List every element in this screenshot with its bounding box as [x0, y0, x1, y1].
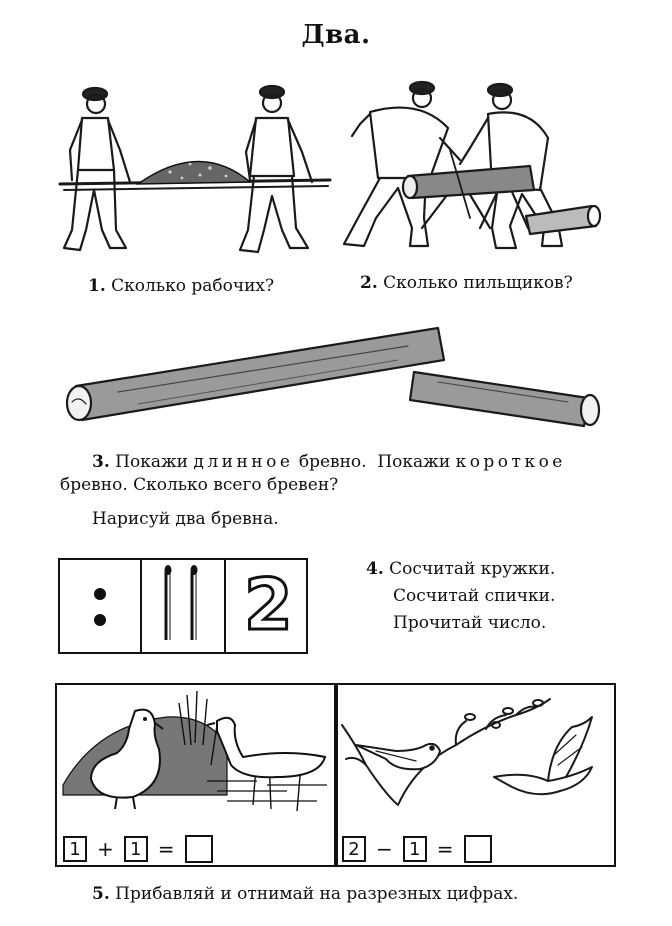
dots-cell [60, 560, 142, 652]
question-4-number: 4. [366, 559, 384, 579]
equals-sign: = [436, 837, 454, 861]
number-card [58, 558, 308, 654]
question-3-word-show: Покажи [115, 452, 188, 472]
question-2-text: Сколько пильщиков? [383, 273, 573, 293]
page-title: Два. [301, 20, 371, 50]
question-3-number: 3. [92, 452, 110, 472]
addition-panel [55, 683, 338, 867]
workers-illustration [50, 80, 340, 265]
question-1-number: 1. [88, 276, 106, 296]
geese-illustration [57, 685, 336, 825]
birds-illustration [336, 685, 614, 825]
matches-cell [142, 560, 226, 652]
question-5 [92, 884, 518, 904]
subtraction-panel [334, 683, 616, 867]
equals-sign: = [157, 837, 175, 861]
question-4-line-1: Сосчитай кружки. [389, 559, 556, 579]
difference-empty-tile[interactable] [464, 835, 492, 863]
subtrahend-tile[interactable]: 1 [403, 836, 427, 862]
digit-cell [226, 560, 306, 652]
question-3-word-log-show: бревно. Покажи [298, 452, 451, 472]
question-1 [88, 276, 274, 296]
question-3-word-short: короткое [455, 452, 566, 472]
question-2-number: 2. [360, 273, 378, 293]
addend-2-tile[interactable]: 1 [124, 836, 148, 862]
dots-icon [60, 560, 140, 652]
logs-illustration [58, 320, 608, 435]
question-4 [366, 556, 555, 637]
question-3-line-2: бревно. Сколько всего бревен? [60, 475, 339, 495]
card-digit: 2 [244, 564, 293, 646]
question-5-text: Прибавляй и отнимай на разрезных цифрах. [115, 884, 519, 904]
question-4-line-2: Сосчитай спички. [393, 586, 556, 606]
question-2 [360, 273, 573, 293]
sawyers-illustration [330, 78, 610, 258]
question-1-text: Сколько рабочих? [111, 276, 275, 296]
addend-1-tile[interactable]: 1 [63, 836, 87, 862]
question-3-draw: Нарисуй два бревна. [92, 509, 279, 529]
plus-sign: + [97, 837, 114, 861]
question-4-line-3: Прочитай число. [393, 613, 547, 633]
question-3-word-long: длинное [193, 452, 294, 472]
addition-equation [63, 835, 213, 863]
subtraction-equation [342, 835, 492, 863]
matches-icon [142, 560, 224, 652]
minuend-tile[interactable]: 2 [342, 836, 366, 862]
question-5-number: 5. [92, 884, 110, 904]
sum-empty-tile[interactable] [185, 835, 213, 863]
minus-sign: − [376, 837, 393, 861]
question-3-line-1 [92, 451, 622, 474]
